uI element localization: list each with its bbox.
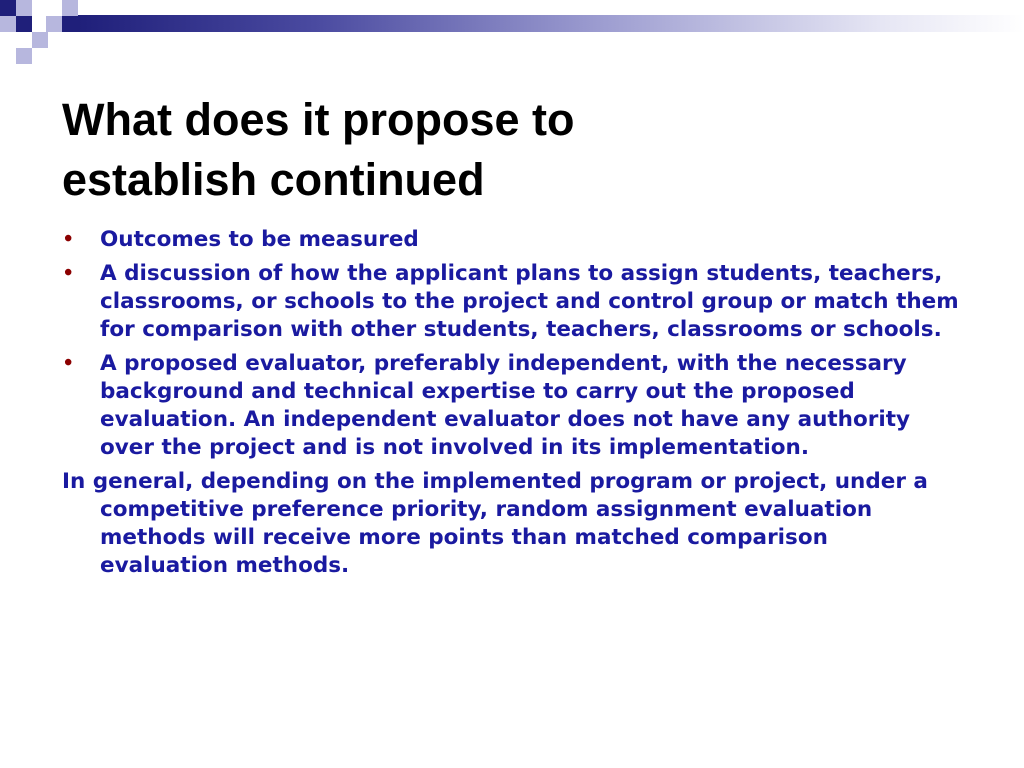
slide-title: [62, 90, 962, 210]
bullet-icon: •: [64, 350, 73, 376]
list-item: [62, 260, 962, 344]
bullet-text: A proposed evaluator, preferably independent, with the necessary background and technical expertise to carry out the proposed evaluation. An independent evaluator does not have any authority over the project and is not involved in its implementation.: [100, 351, 910, 460]
bullet-text: Outcomes to be measured: [100, 227, 419, 252]
corner-square-decoration: [0, 16, 16, 32]
header-gradient-bar: [78, 15, 1024, 32]
corner-square-decoration: [16, 0, 32, 16]
slide-title-line: establish continued: [62, 154, 485, 205]
slide-body: [62, 226, 962, 580]
list-item: [62, 226, 962, 254]
corner-square-decoration: [0, 0, 16, 16]
list-item: [62, 350, 962, 462]
corner-square-decoration: [16, 48, 32, 64]
bullet-list: [62, 226, 962, 462]
corner-square-decoration: [46, 16, 62, 32]
bullet-icon: •: [64, 260, 73, 286]
corner-square-decoration: [16, 16, 32, 32]
corner-square-decoration: [62, 16, 78, 32]
closing-paragraph: In general, depending on the implemented program or project, under a competitive preference priority, random assignment evaluation methods will receive more points than matched comparison evaluation methods.: [62, 469, 928, 578]
bullet-icon: •: [64, 226, 73, 252]
corner-square-decoration: [62, 0, 78, 16]
bullet-text: A discussion of how the applicant plans to assign students, teachers, classrooms, or schools to the project and control group or match them for comparison with other students, teachers, classrooms or schools.: [100, 261, 959, 342]
slide-title-line: What does it propose to: [62, 94, 575, 145]
corner-square-decoration: [32, 32, 48, 48]
